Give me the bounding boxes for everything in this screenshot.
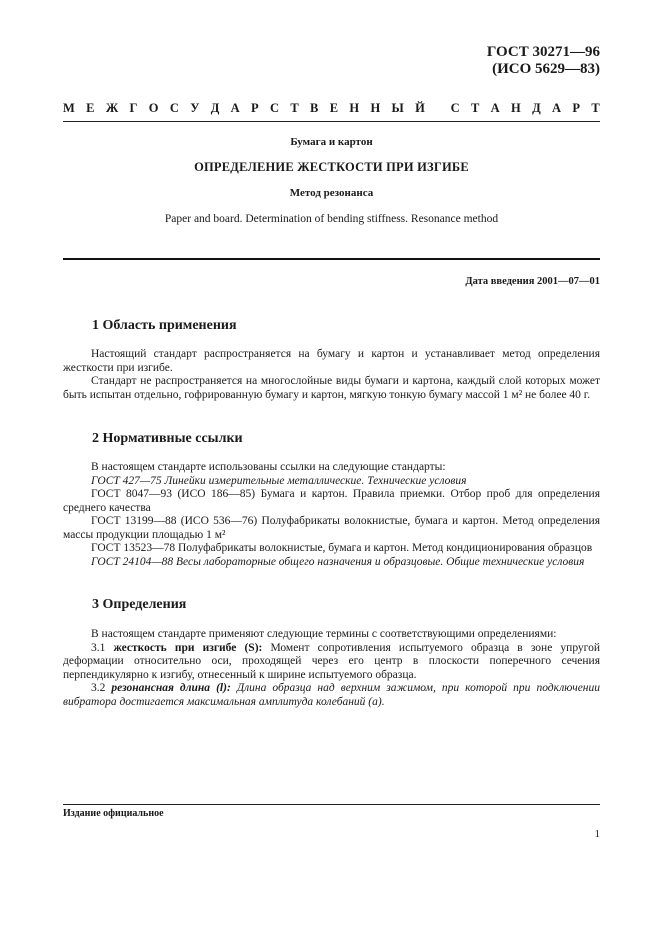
definition-text: Длина образца над верхним зажимом, при которой при подключении вибратора достигается максимальная амплитуда колебаний (a).: [63, 682, 601, 708]
banner-letter: Е: [86, 101, 95, 115]
banner-letter: С: [450, 101, 460, 115]
banner-letter: С: [270, 101, 280, 115]
banner-letter: Р: [251, 101, 259, 115]
banner-letter: С: [169, 101, 179, 115]
definition-text: Момент сопротивления испытуемого образца в зоне упругой деформации относительно оси, проходящей через его центр в плоскости поперечного сечения перпендикулярно к изгибу, отнесенный к ширине испытуемого образца.: [63, 641, 601, 681]
page-number: 1: [594, 828, 600, 840]
paragraph: Стандарт не распространяется на многослойные виды бумаги и картона, каждый слой которых может быть испытан отдельно, гофрированную бумагу и картон, мягкую тонкую бумагу массой 1 м² не более 40 г.: [63, 375, 600, 401]
banner-letter: Т: [470, 101, 480, 115]
paragraph: В настоящем стандарте использованы ссылки на следующие стандарты:: [91, 461, 446, 473]
header-divider: [63, 121, 600, 122]
section-2-heading: 2 Нормативные ссылки: [92, 431, 243, 446]
paragraph: Настоящий стандарт распространяется на бумагу и картон и устанавливает метод определения жесткости при изгибе.: [63, 348, 600, 374]
english-title: Paper and board. Determination of bending stiffness. Resonance method: [164, 213, 499, 225]
banner-letter: Д: [532, 101, 541, 115]
section-3-body: [63, 628, 600, 709]
definition-term: жесткость при изгибе (S):: [113, 641, 263, 654]
section-1-heading: 1 Область применения: [92, 318, 237, 333]
section-2-body: [63, 461, 600, 569]
definition-item: [63, 682, 600, 709]
definition-number: 3.2: [91, 682, 112, 694]
interstate-standard-banner: [63, 101, 600, 116]
standard-title: ОПРЕДЕЛЕНИЕ ЖЕСТКОСТИ ПРИ ИЗГИБЕ: [194, 160, 469, 174]
reference-item: ГОСТ 8047—93 (ИСО 186—85) Бумага и картон. Правила приемки. Отбор проб для определения среднего качества: [63, 488, 600, 514]
banner-letter: М: [63, 101, 75, 115]
banner-letter: А: [490, 101, 500, 115]
standard-method: Метод резонанса: [289, 187, 374, 199]
reference-item: ГОСТ 24104—88 Весы лабораторные общего назначения и образцовые. Общие технические условия: [91, 555, 585, 568]
banner-letter: Н: [370, 101, 381, 115]
reference-item: ГОСТ 13199—88 (ИСО 536—76) Полуфабрикаты волокнистые, бумага и картон. Метод определения массы продукции площадью 1 м²: [63, 515, 600, 541]
reference-item: ГОСТ 13523—78 Полуфабрикаты волокнистые, бумага и картон. Метод кондиционирования образцов: [91, 542, 593, 554]
official-edition-label: Издание официальное: [63, 808, 164, 819]
title-divider: [63, 258, 600, 260]
banner-letter: А: [552, 101, 562, 115]
banner-letter: Н: [511, 101, 521, 115]
footer-divider: [63, 804, 600, 805]
standard-subject: Бумага и картон: [290, 136, 373, 148]
banner-letter: Р: [572, 101, 581, 115]
definition-term: резонансная длина (l):: [111, 682, 231, 694]
reference-item: ГОСТ 427—75 Линейки измерительные металлические. Технические условия: [91, 474, 467, 487]
banner-letter: Й: [415, 101, 425, 115]
section-3-heading: 3 Определения: [92, 597, 187, 612]
banner-letter: Т: [591, 101, 600, 115]
banner-letter: Е: [329, 101, 339, 115]
banner-letter: О: [148, 101, 159, 115]
definition-item: [63, 642, 600, 683]
banner-letter: Ж: [105, 101, 119, 115]
banner-letter: [436, 101, 439, 116]
paragraph: В настоящем стандарте применяют следующие термины с соответствующими определениями:: [91, 628, 557, 640]
banner-letter: Ы: [391, 101, 404, 115]
banner-letter: Н: [349, 101, 360, 115]
definition-number: 3.1: [91, 641, 114, 654]
introduction-date: Дата введения 2001—07—01: [465, 276, 600, 287]
banner-letter: У: [190, 101, 200, 115]
banner-letter: Т: [290, 101, 299, 115]
banner-letter: В: [310, 101, 319, 115]
iso-code: (ИСО 5629—83): [492, 61, 600, 77]
banner-letter: А: [230, 101, 240, 115]
banner-letter: Г: [129, 101, 138, 115]
standard-code: [487, 44, 600, 78]
section-1-body: [63, 348, 600, 402]
gost-code: ГОСТ 30271—96: [486, 44, 600, 60]
banner-letter: Д: [210, 101, 220, 115]
